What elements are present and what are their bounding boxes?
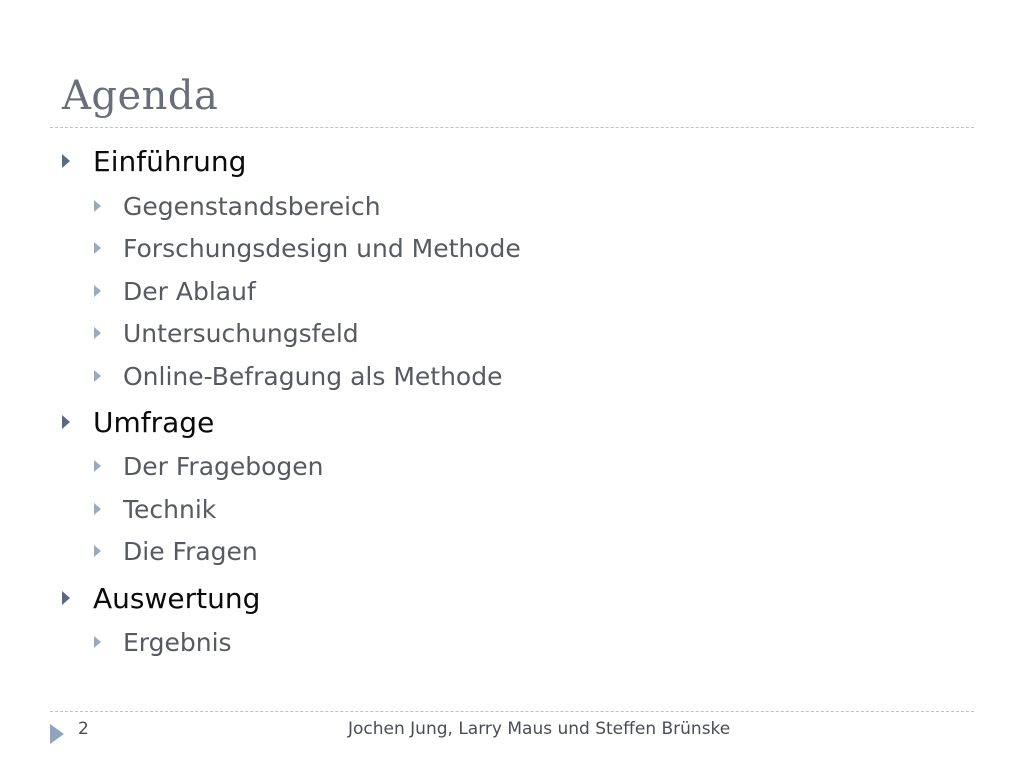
agenda-subitem-label: Untersuchungsfeld xyxy=(123,318,359,348)
agenda-section-umfrage xyxy=(62,404,214,440)
agenda-subitem xyxy=(94,316,359,350)
footer-divider xyxy=(50,711,974,712)
agenda-subitem xyxy=(94,492,216,526)
title-divider xyxy=(50,127,974,128)
agenda-subitem-label: Technik xyxy=(123,494,217,524)
agenda-subitem-label: Gegenstandsbereich xyxy=(123,191,381,221)
agenda-section-einfuehrung xyxy=(62,143,246,179)
triangle-bullet-icon xyxy=(94,636,101,648)
triangle-footer-icon xyxy=(50,724,64,744)
triangle-bullet-icon xyxy=(62,154,70,168)
triangle-bullet-icon xyxy=(94,545,101,557)
agenda-subitem xyxy=(94,625,232,659)
agenda-section-label: Einführung xyxy=(93,144,247,178)
agenda-subitem xyxy=(94,231,521,265)
triangle-bullet-icon xyxy=(94,460,101,472)
triangle-bullet-icon xyxy=(62,415,70,429)
agenda-subitem xyxy=(94,274,256,308)
agenda-section-label: Auswertung xyxy=(93,581,261,615)
agenda-subitem-label: Online-Befragung als Methode xyxy=(123,361,503,391)
triangle-bullet-icon xyxy=(94,200,101,212)
agenda-subitem xyxy=(94,189,381,223)
triangle-bullet-icon xyxy=(94,327,101,339)
agenda-section-label: Umfrage xyxy=(93,405,215,439)
agenda-section-auswertung xyxy=(62,580,260,616)
agenda-subitem-label: Forschungsdesign und Methode xyxy=(123,233,521,263)
triangle-bullet-icon xyxy=(94,242,101,254)
triangle-bullet-icon xyxy=(62,591,70,605)
triangle-bullet-icon xyxy=(94,285,101,297)
agenda-subitem-label: Die Fragen xyxy=(123,536,258,566)
agenda-subitem xyxy=(94,359,502,393)
triangle-bullet-icon xyxy=(94,370,101,382)
agenda-subitem-label: Ergebnis xyxy=(123,627,232,657)
agenda-subitem xyxy=(94,534,258,568)
page-number: 2 xyxy=(78,719,89,739)
agenda-subitem xyxy=(94,449,324,483)
agenda-subitem-label: Der Ablauf xyxy=(123,276,256,306)
slide-title: Agenda xyxy=(62,73,219,119)
triangle-bullet-icon xyxy=(94,503,101,515)
footer-authors: Jochen Jung, Larry Maus und Steffen Brünske xyxy=(348,719,731,739)
agenda-subitem-label: Der Fragebogen xyxy=(123,451,324,481)
